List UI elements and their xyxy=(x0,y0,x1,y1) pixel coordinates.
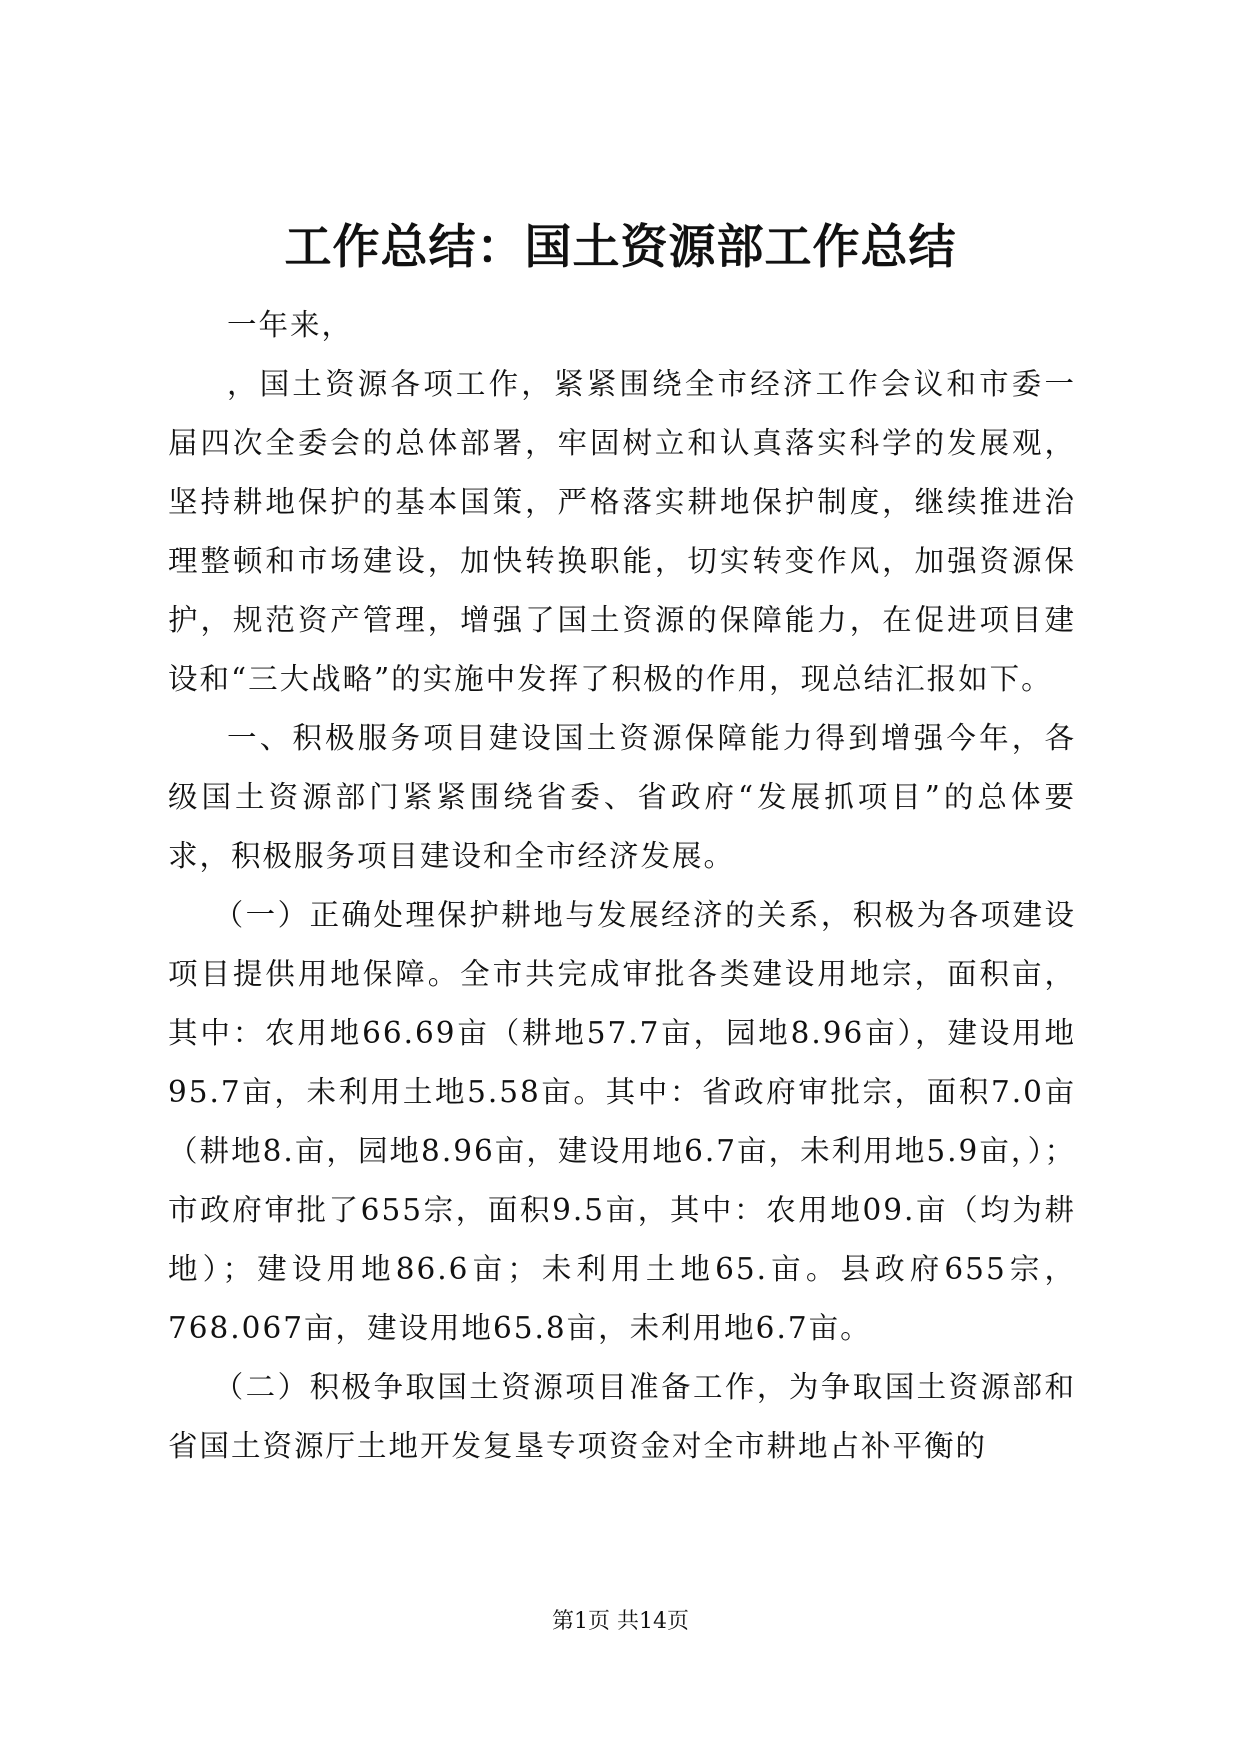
paragraph-2: ，国土资源各项工作，紧紧围绕全市经济工作会议和市委一届四次全委会的总体部署，牢固树立和认真落实科学的发展观，坚持耕地保护的基本国策，严格落实耕地保护制度，继续推进治理整顿和市场建设，加快转换职能，切实转变作风，加强资源保护，规范资产管理，增强了国土资源的保障能力，在促进项目建设和“三大战略”的实施中发挥了积极的作用，现总结汇报如下。 xyxy=(168,367,1076,696)
paragraph-4: （一）正确处理保护耕地与发展经济的关系，积极为各项建设项目提供用地保障。全市共完成审批各类建设用地宗，面积亩，其中：农用地66.69亩（耕地57.7亩，园地8.96亩），建设用地95.7亩，未利用土地5.58亩。其中：省政府审批宗，面积7.0亩（耕地8.亩，园地8.96亩，建设用地6.7亩，未利用地5.9亩，）；市政府审批了655宗，面积9.5亩，其中：农用地09.亩（均为耕地）；建设用地86.6亩；未利用土地65.亩。县政府655宗，768.067亩，建设用地65.8亩，未利用地6.7亩。 xyxy=(168,898,1076,1345)
paragraph-1: 一年来， xyxy=(227,308,354,342)
paragraph-5: （二）积极争取国土资源项目准备工作，为争取国土资源部和省国土资源厅土地开发复垦专项资金对全市耕地占补平衡的 xyxy=(168,1370,1076,1463)
document-body xyxy=(168,296,1076,1476)
document-title: 工作总结：国土资源部工作总结 xyxy=(284,220,957,275)
paragraph-3: 一、积极服务项目建设国土资源保障能力得到增强今年，各级国土资源部门紧紧围绕省委、省政府“发展抓项目”的总体要求，积极服务项目建设和全市经济发展。 xyxy=(168,721,1076,873)
page-footer: 第1页 共14页 xyxy=(552,1609,689,1634)
